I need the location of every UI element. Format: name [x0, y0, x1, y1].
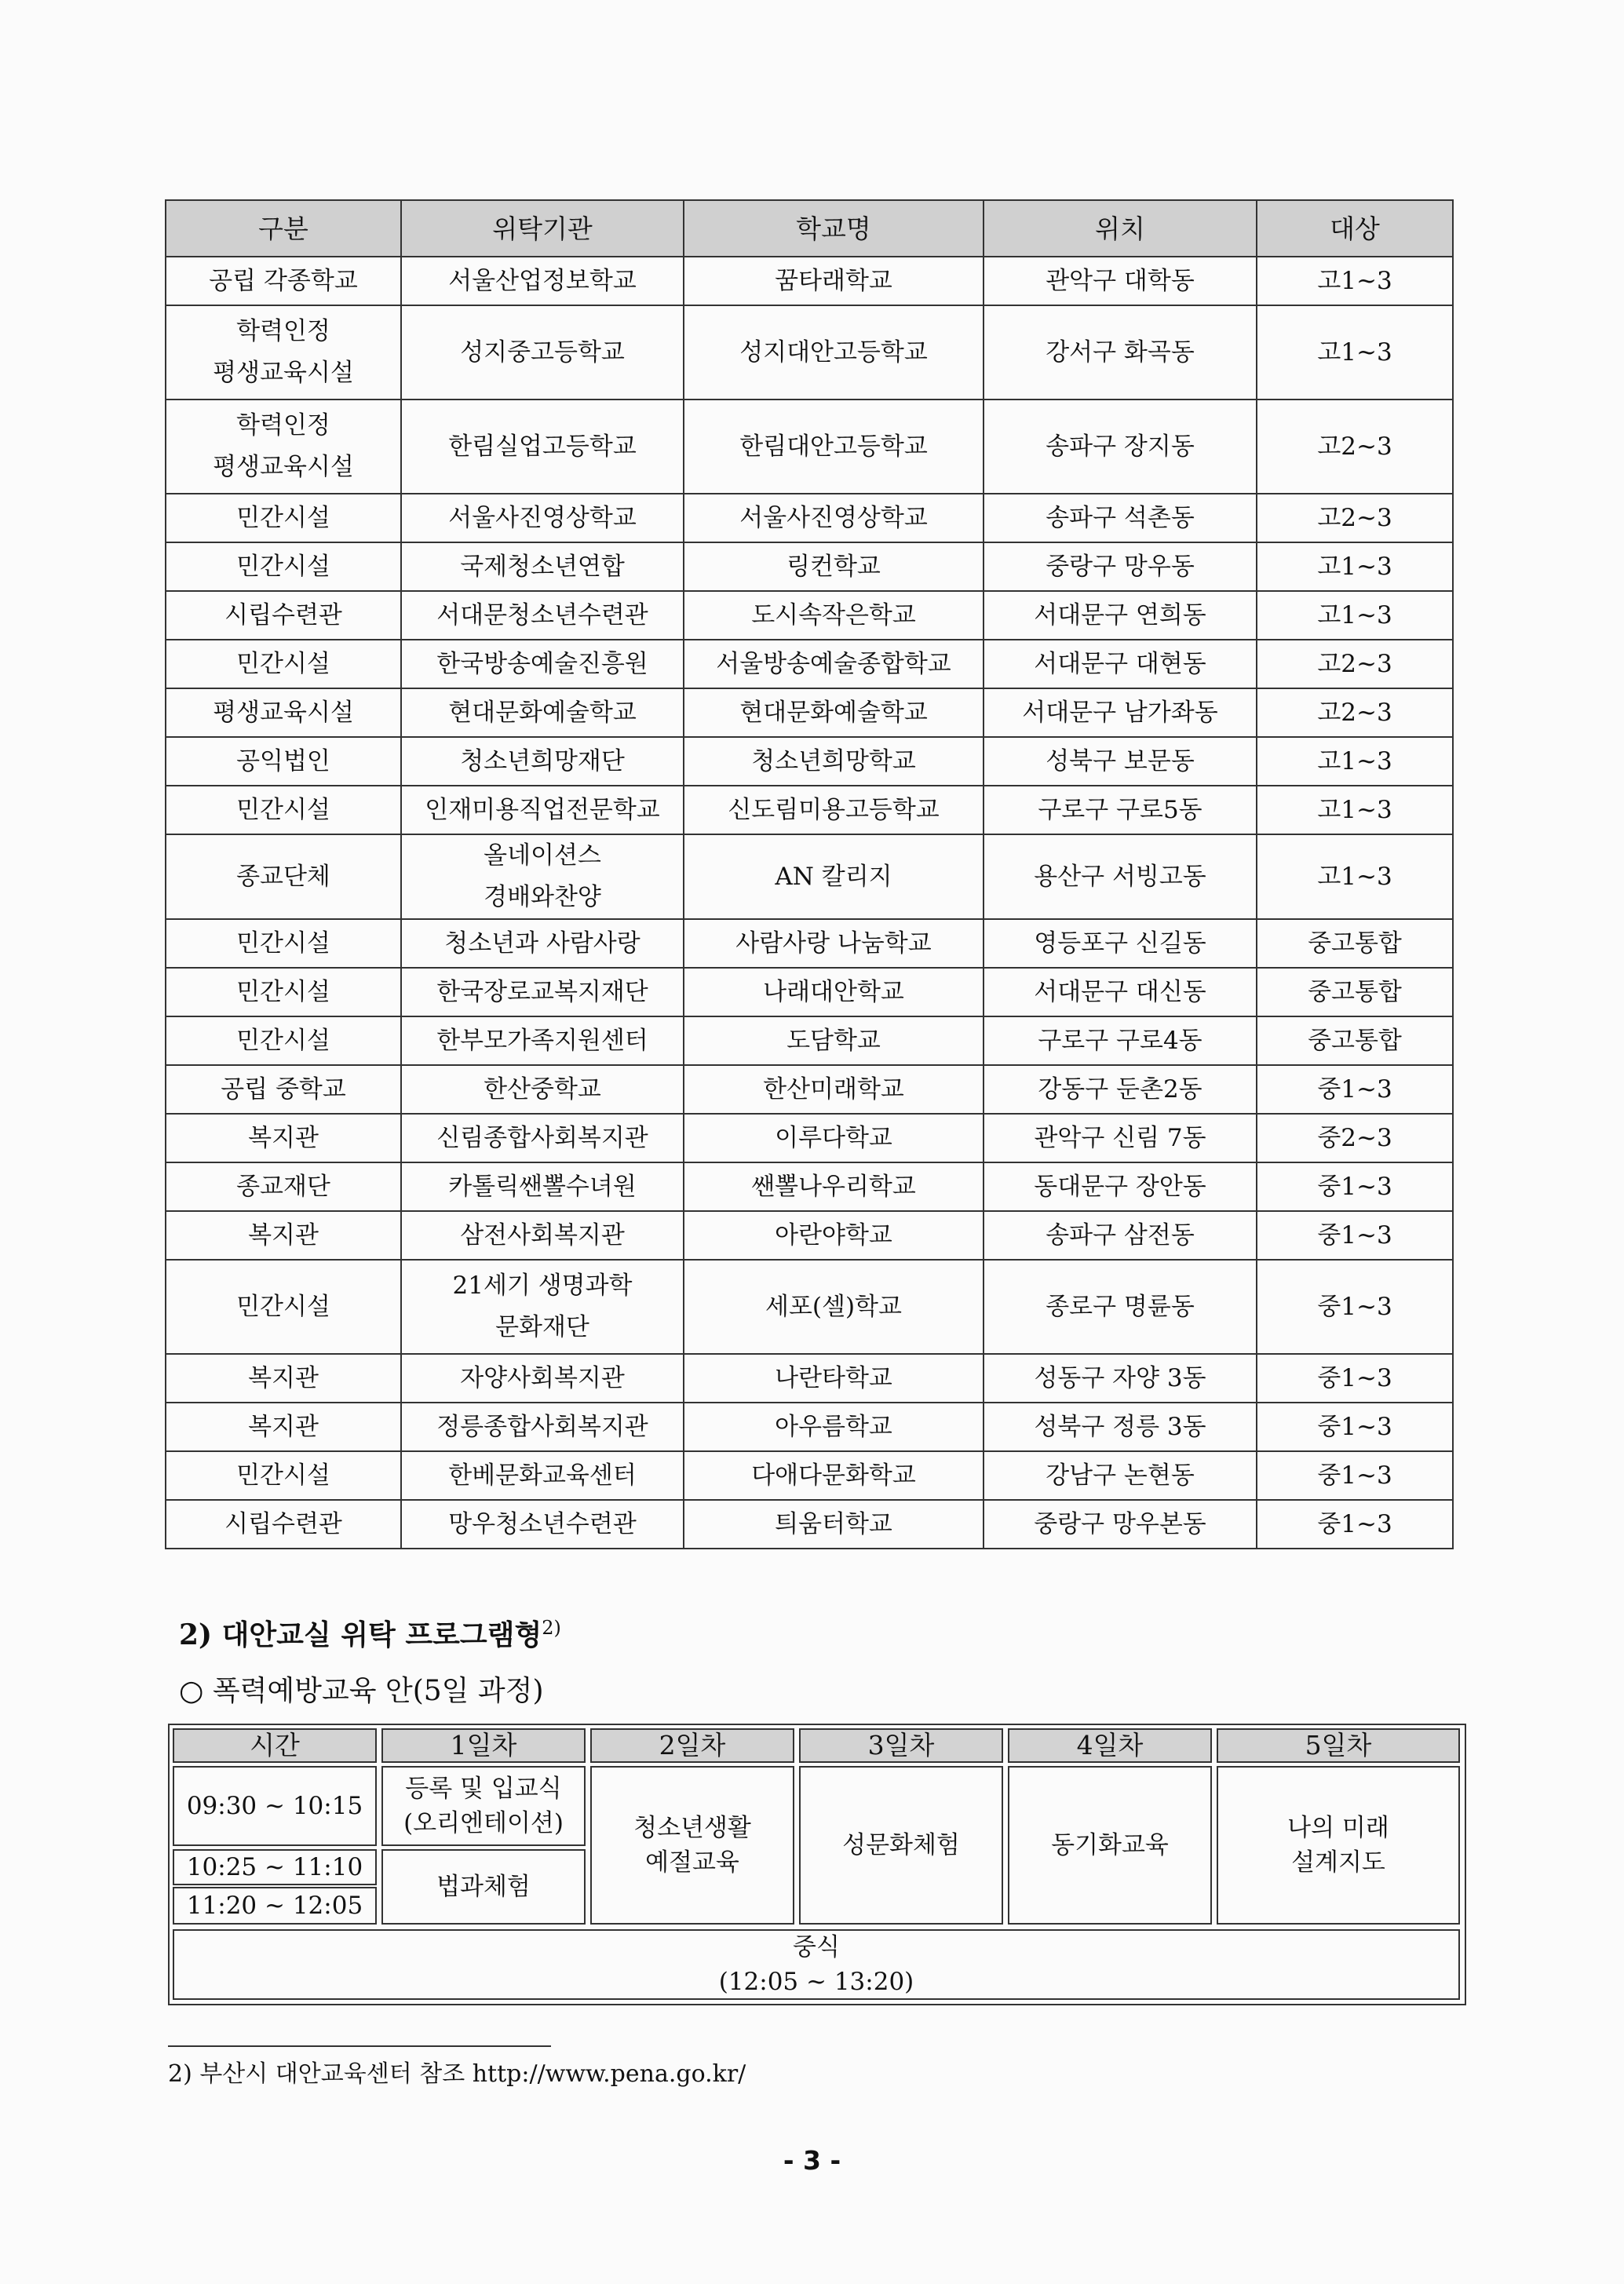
cell-school-text: 아란야학교 — [775, 1220, 892, 1250]
cell-school-text: 청소년희망학교 — [751, 746, 916, 775]
cell-target-text: 중1~3 — [1317, 1509, 1392, 1538]
cell-category-text: 공립 각종학교 — [209, 266, 358, 295]
cell-target — [1257, 1354, 1453, 1403]
cell-category-text: 복지관 — [248, 1220, 319, 1250]
cell-category-text: 민간시설 — [236, 1026, 330, 1055]
cell-organization — [401, 968, 684, 1016]
cell-category-text: 민간시설 — [236, 1292, 330, 1321]
schedule-lunch: 중식 (12:05 ~ 13:20) — [173, 1929, 1460, 2000]
table-row — [166, 1162, 1453, 1211]
schedule-header-time: 시간 — [173, 1728, 377, 1763]
cell-target — [1257, 1500, 1453, 1549]
cell-target-text: 고1~3 — [1317, 746, 1392, 775]
cell-location-text: 강동구 둔촌2동 — [1038, 1075, 1202, 1104]
cell-target-text: 고2~3 — [1317, 698, 1392, 727]
cell-organization-text: 한산중학교 — [484, 1075, 601, 1104]
cell-location-text: 송파구 석촌동 — [1046, 503, 1195, 532]
footnote-marker: 2) — [542, 1617, 561, 1639]
cell-target — [1257, 1016, 1453, 1065]
cell-school — [684, 1403, 984, 1451]
cell-category — [166, 1162, 401, 1211]
cell-school-text: 성지대안고등학교 — [739, 337, 928, 367]
cell-category — [166, 737, 401, 786]
cell-location-text: 서대문구 대신동 — [1034, 977, 1206, 1006]
cell-category-text: 민간시설 — [236, 795, 330, 824]
cell-category-text: 민간시설 — [236, 649, 330, 678]
cell-organization-text: 인재미용직업전문학교 — [425, 795, 660, 824]
cell-school — [684, 737, 984, 786]
table-row — [166, 494, 1453, 542]
cell-school — [684, 1354, 984, 1403]
cell-location — [984, 1162, 1257, 1211]
cell-school-text: 이루다학교 — [775, 1123, 892, 1152]
cell-category-text: 평생교육시설 — [213, 698, 354, 727]
cell-location-text: 성북구 정릉 3동 — [1034, 1412, 1206, 1441]
cell-school — [684, 1500, 984, 1549]
cell-category — [166, 834, 401, 919]
cell-school — [684, 834, 984, 919]
cell-school — [684, 688, 984, 737]
cell-school-text: 다애다문화학교 — [751, 1461, 916, 1490]
cell-organization-text: 현대문화예술학교 — [448, 698, 637, 727]
cell-organization — [401, 400, 684, 494]
cell-category — [166, 1260, 401, 1354]
cell-organization — [401, 834, 684, 919]
cell-location-text: 중랑구 망우본동 — [1034, 1509, 1206, 1538]
cell-target — [1257, 1211, 1453, 1260]
cell-category-text: 민간시설 — [236, 929, 330, 958]
table-row — [166, 591, 1453, 640]
cell-organization — [401, 688, 684, 737]
cell-target-text: 중고통합 — [1308, 929, 1402, 958]
table-row — [166, 737, 1453, 786]
cell-location-text: 종로구 명륜동 — [1046, 1292, 1195, 1321]
table-row — [166, 1016, 1453, 1065]
cell-location — [984, 591, 1257, 640]
cell-school — [684, 1260, 984, 1354]
cell-location — [984, 737, 1257, 786]
cell-category-text: 복지관 — [248, 1123, 319, 1152]
cell-organization-text: 한국방송예술진흥원 — [436, 649, 648, 678]
cell-organization-text: 청소년과 사람사랑 — [444, 929, 640, 958]
cell-target — [1257, 1114, 1453, 1162]
cell-category-text: 공립 중학교 — [221, 1075, 346, 1104]
table-row — [166, 834, 1453, 919]
school-table — [165, 199, 1454, 1549]
schedule-day3-session: 성문화체험 — [799, 1766, 1003, 1925]
schedule-header-day4: 4일차 — [1008, 1728, 1212, 1763]
table-row — [166, 1211, 1453, 1260]
schedule-time-slot-1: 09:30 ~ 10:15 — [173, 1766, 377, 1846]
cell-location-text: 송파구 삼전동 — [1046, 1220, 1195, 1250]
cell-category-text: 민간시설 — [236, 552, 330, 581]
cell-organization-text: 신림종합사회복지관 — [436, 1123, 648, 1152]
schedule-header-day2: 2일차 — [590, 1728, 794, 1763]
table-row — [166, 1451, 1453, 1500]
cell-school-text: 꿈타래학교 — [775, 266, 892, 295]
cell-category — [166, 542, 401, 591]
sub-heading: ○ 폭력예방교육 안(5일 과정) — [179, 1675, 544, 1707]
cell-category — [166, 688, 401, 737]
schedule-day1-session2: 법과체험 — [381, 1849, 586, 1925]
cell-category — [166, 591, 401, 640]
cell-school-text: 나란타학교 — [775, 1363, 892, 1392]
schedule-day2-session: 청소년생활 예절교육 — [590, 1766, 794, 1925]
footnote-divider — [168, 2045, 551, 2047]
cell-location-text: 구로구 구로4동 — [1038, 1026, 1202, 1055]
cell-location-text: 송파구 장지동 — [1046, 432, 1195, 461]
cell-school-text: 현대문화예술학교 — [739, 698, 928, 727]
cell-target-text: 고2~3 — [1317, 649, 1392, 678]
cell-target — [1257, 786, 1453, 834]
cell-school-text: 틔움터학교 — [775, 1509, 892, 1538]
cell-organization-text: 한베문화교육센터 — [448, 1461, 637, 1490]
cell-target-text: 고1~3 — [1317, 600, 1392, 629]
cell-location — [984, 1016, 1257, 1065]
cell-target-text: 고1~3 — [1317, 266, 1392, 295]
cell-organization — [401, 1500, 684, 1549]
cell-category-text: 종교단체 — [236, 862, 330, 891]
cell-target-text: 고2~3 — [1317, 432, 1392, 461]
cell-organization-text: 서울사진영상학교 — [448, 503, 637, 532]
cell-organization-text: 서대문청소년수련관 — [436, 600, 648, 629]
cell-location — [984, 1451, 1257, 1500]
schedule-header-day5: 5일차 — [1217, 1728, 1460, 1763]
section-heading-text: 2) 대안교실 위탁 프로그램형 — [179, 1618, 542, 1651]
cell-organization — [401, 1211, 684, 1260]
cell-organization — [401, 737, 684, 786]
cell-target — [1257, 591, 1453, 640]
cell-school — [684, 786, 984, 834]
cell-school-text: 서울사진영상학교 — [739, 503, 928, 532]
cell-category-text: 복지관 — [248, 1363, 319, 1392]
cell-school-text: 링컨학교 — [786, 552, 881, 581]
cell-location — [984, 1114, 1257, 1162]
cell-category — [166, 1451, 401, 1500]
cell-location — [984, 1354, 1257, 1403]
cell-category — [166, 305, 401, 400]
table-row — [166, 542, 1453, 591]
cell-organization-text: 서울산업정보학교 — [448, 266, 637, 295]
cell-category — [166, 1211, 401, 1260]
cell-organization-text: 망우청소년수련관 — [448, 1509, 637, 1538]
cell-target — [1257, 400, 1453, 494]
cell-target-text: 중고통합 — [1308, 1026, 1402, 1055]
cell-location — [984, 919, 1257, 968]
cell-target — [1257, 640, 1453, 688]
cell-school — [684, 591, 984, 640]
cell-location — [984, 1500, 1257, 1549]
cell-school-text: 아우름학교 — [775, 1412, 892, 1441]
table-row — [166, 1114, 1453, 1162]
cell-location-text: 영등포구 신길동 — [1034, 929, 1206, 958]
cell-location-text: 관악구 대학동 — [1046, 266, 1195, 295]
cell-organization — [401, 640, 684, 688]
table-row — [166, 786, 1453, 834]
cell-organization-text: 카톨릭쌘뽈수녀원 — [448, 1172, 637, 1201]
cell-organization — [401, 305, 684, 400]
cell-target-text: 중1~3 — [1317, 1220, 1392, 1250]
header-target: 대상 — [1257, 200, 1453, 257]
cell-target — [1257, 1162, 1453, 1211]
cell-organization — [401, 542, 684, 591]
cell-category-text: 복지관 — [248, 1412, 319, 1441]
cell-target-text: 고1~3 — [1317, 862, 1392, 891]
cell-location-text: 강남구 논현동 — [1046, 1461, 1195, 1490]
cell-category — [166, 257, 401, 305]
cell-location — [984, 640, 1257, 688]
table-row — [166, 968, 1453, 1016]
header-school: 학교명 — [684, 200, 984, 257]
cell-location-text: 서대문구 대현동 — [1034, 649, 1206, 678]
table-row — [166, 688, 1453, 737]
cell-target — [1257, 688, 1453, 737]
cell-location — [984, 257, 1257, 305]
cell-category — [166, 1354, 401, 1403]
schedule-day1-session1: 등록 및 입교식 (오리엔테이션) — [381, 1766, 586, 1846]
cell-school — [684, 1114, 984, 1162]
cell-target-text: 고1~3 — [1317, 337, 1392, 367]
cell-target-text: 중1~3 — [1317, 1075, 1392, 1104]
cell-organization-text: 청소년희망재단 — [460, 746, 625, 775]
cell-school — [684, 919, 984, 968]
cell-category — [166, 494, 401, 542]
cell-target-text: 고1~3 — [1317, 552, 1392, 581]
cell-school-text: 나래대안학교 — [763, 977, 904, 1006]
cell-target-text: 중2~3 — [1317, 1123, 1392, 1152]
cell-school-text: 도담학교 — [786, 1026, 881, 1055]
footnote: 2) 부산시 대안교육센터 참조 http://www.pena.go.kr/ — [168, 2060, 746, 2088]
cell-organization — [401, 494, 684, 542]
cell-location — [984, 968, 1257, 1016]
cell-organization — [401, 919, 684, 968]
cell-category-text: 민간시설 — [236, 1461, 330, 1490]
table-header-row — [166, 200, 1453, 257]
schedule-day5-session: 나의 미래 설계지도 — [1217, 1766, 1460, 1925]
cell-organization — [401, 1114, 684, 1162]
table-row — [166, 1500, 1453, 1549]
cell-category — [166, 1403, 401, 1451]
cell-school-text: 신도림미용고등학교 — [728, 795, 940, 824]
table-row — [166, 1354, 1453, 1403]
table-body — [166, 257, 1453, 1549]
cell-category — [166, 919, 401, 968]
cell-school-text: 한산미래학교 — [763, 1075, 904, 1104]
header-category: 구분 — [166, 200, 401, 257]
cell-target — [1257, 919, 1453, 968]
cell-location — [984, 786, 1257, 834]
cell-target-text: 고1~3 — [1317, 795, 1392, 824]
cell-school — [684, 1065, 984, 1114]
cell-category — [166, 640, 401, 688]
cell-category-text: 학력인정 평생교육시설 — [213, 317, 354, 387]
cell-category — [166, 786, 401, 834]
cell-target — [1257, 1451, 1453, 1500]
cell-category — [166, 1016, 401, 1065]
cell-category-text: 민간시설 — [236, 503, 330, 532]
cell-location-text: 중랑구 망우동 — [1046, 552, 1195, 581]
cell-school — [684, 1162, 984, 1211]
cell-organization — [401, 1451, 684, 1500]
cell-target — [1257, 1260, 1453, 1354]
cell-target-text: 중고통합 — [1308, 977, 1402, 1006]
cell-school-text: 서울방송예술종합학교 — [716, 649, 951, 678]
cell-school-text: 쌘뽈나우리학교 — [751, 1172, 916, 1201]
cell-category — [166, 1065, 401, 1114]
cell-location-text: 성동구 자양 3동 — [1034, 1363, 1206, 1392]
cell-location — [984, 1211, 1257, 1260]
header-organization: 위탁기관 — [401, 200, 684, 257]
cell-target-text: 중1~3 — [1317, 1363, 1392, 1392]
cell-school — [684, 305, 984, 400]
cell-location — [984, 400, 1257, 494]
cell-target — [1257, 257, 1453, 305]
cell-category — [166, 968, 401, 1016]
cell-location-text: 용산구 서빙고동 — [1034, 862, 1206, 891]
cell-school — [684, 400, 984, 494]
table-row — [166, 257, 1453, 305]
cell-location-text: 구로구 구로5동 — [1038, 795, 1202, 824]
schedule-time-slot-2: 10:25 ~ 11:10 — [173, 1849, 377, 1885]
cell-location-text: 서대문구 남가좌동 — [1022, 698, 1218, 727]
cell-target-text: 중1~3 — [1317, 1292, 1392, 1321]
table-row — [166, 1403, 1453, 1451]
cell-school — [684, 542, 984, 591]
cell-organization-text: 한림실업고등학교 — [448, 432, 637, 461]
cell-location — [984, 834, 1257, 919]
cell-organization-text: 올네이션스 경배와찬양 — [484, 841, 601, 911]
cell-organization — [401, 1260, 684, 1354]
cell-category — [166, 1500, 401, 1549]
cell-school-text: 도시속작은학교 — [751, 600, 916, 629]
cell-organization — [401, 1065, 684, 1114]
cell-category-text: 시립수련관 — [224, 1509, 342, 1538]
cell-location — [984, 305, 1257, 400]
cell-target — [1257, 305, 1453, 400]
cell-organization-text: 삼전사회복지관 — [460, 1220, 625, 1250]
cell-location-text: 관악구 신림 7동 — [1034, 1123, 1206, 1152]
header-location: 위치 — [984, 200, 1257, 257]
cell-organization — [401, 786, 684, 834]
cell-school-text: AN 칼리지 — [775, 862, 892, 891]
cell-category-text: 종교재단 — [236, 1172, 330, 1201]
table-row — [166, 1065, 1453, 1114]
cell-target — [1257, 542, 1453, 591]
cell-target — [1257, 968, 1453, 1016]
cell-target-text: 중1~3 — [1317, 1461, 1392, 1490]
cell-school-text: 세포(셀)학교 — [765, 1292, 902, 1321]
cell-organization-text: 한국장로교복지재단 — [436, 977, 648, 1006]
table-row — [166, 400, 1453, 494]
cell-location-text: 성북구 보문동 — [1046, 746, 1195, 775]
cell-organization — [401, 1162, 684, 1211]
cell-location — [984, 1260, 1257, 1354]
table-row — [166, 1260, 1453, 1354]
cell-school-text: 한림대안고등학교 — [739, 432, 928, 461]
cell-target-text: 중1~3 — [1317, 1412, 1392, 1441]
cell-school-text: 사람사랑 나눔학교 — [735, 929, 932, 958]
schedule-header-day3: 3일차 — [799, 1728, 1003, 1763]
cell-school — [684, 1451, 984, 1500]
cell-location-text: 강서구 화곡동 — [1046, 337, 1195, 367]
cell-location — [984, 542, 1257, 591]
cell-organization-text: 국제청소년연합 — [460, 552, 625, 581]
section-heading — [179, 1613, 561, 1653]
cell-category-text: 시립수련관 — [224, 600, 342, 629]
cell-organization — [401, 1403, 684, 1451]
cell-location-text: 서대문구 연희동 — [1034, 600, 1206, 629]
cell-organization-text: 21세기 생명과학 문화재단 — [452, 1272, 633, 1341]
cell-location — [984, 494, 1257, 542]
cell-school — [684, 1016, 984, 1065]
cell-organization-text: 정릉종합사회복지관 — [436, 1412, 648, 1441]
cell-organization — [401, 591, 684, 640]
page-number: - 3 - — [783, 2145, 841, 2176]
cell-category — [166, 400, 401, 494]
schedule-time-slot-3: 11:20 ~ 12:05 — [173, 1887, 377, 1925]
cell-location — [984, 1403, 1257, 1451]
table-row — [166, 919, 1453, 968]
cell-target — [1257, 1065, 1453, 1114]
cell-target — [1257, 834, 1453, 919]
cell-organization — [401, 1354, 684, 1403]
cell-category-text: 공익법인 — [236, 746, 330, 775]
cell-organization-text: 한부모가족지원센터 — [436, 1026, 648, 1055]
cell-school — [684, 968, 984, 1016]
table-row — [166, 640, 1453, 688]
cell-school — [684, 494, 984, 542]
cell-target — [1257, 494, 1453, 542]
cell-location — [984, 688, 1257, 737]
table-row — [166, 305, 1453, 400]
cell-target — [1257, 737, 1453, 786]
cell-school — [684, 640, 984, 688]
cell-location-text: 동대문구 장안동 — [1034, 1172, 1206, 1201]
schedule-table — [168, 1724, 1466, 2005]
cell-organization-text: 성지중고등학교 — [460, 337, 625, 367]
cell-category — [166, 1114, 401, 1162]
cell-location — [984, 1065, 1257, 1114]
cell-category-text: 학력인정 평생교육시설 — [213, 411, 354, 481]
schedule-header-day1: 1일차 — [381, 1728, 586, 1763]
cell-organization-text: 자양사회복지관 — [460, 1363, 625, 1392]
cell-target-text: 고2~3 — [1317, 503, 1392, 532]
cell-organization — [401, 257, 684, 305]
schedule-day4-session: 동기화교육 — [1008, 1766, 1212, 1925]
cell-category-text: 민간시설 — [236, 977, 330, 1006]
cell-school — [684, 1211, 984, 1260]
cell-target-text: 중1~3 — [1317, 1172, 1392, 1201]
cell-organization — [401, 1016, 684, 1065]
cell-target — [1257, 1403, 1453, 1451]
cell-school — [684, 257, 984, 305]
